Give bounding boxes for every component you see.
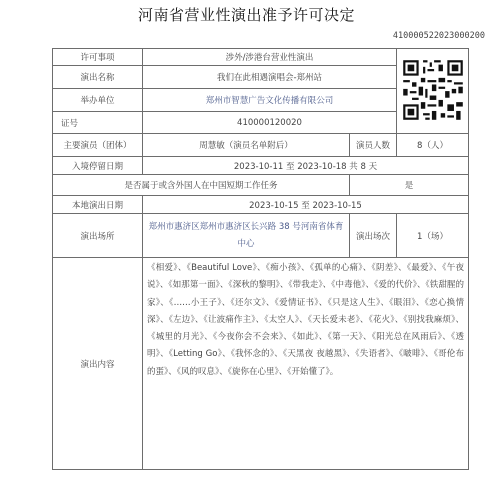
value-show-date: 2023-10-15 至 2023-10-15 bbox=[143, 196, 469, 214]
row-main-performers bbox=[53, 134, 469, 157]
value-organizer: 郑州市智慧广告文化传播有限公司 bbox=[143, 89, 397, 112]
label-organizer: 举办单位 bbox=[53, 89, 143, 112]
row-entry-period bbox=[53, 157, 469, 175]
row-program bbox=[53, 258, 469, 470]
label-program: 演出内容 bbox=[53, 258, 143, 470]
license-table bbox=[52, 48, 469, 470]
value-show-times: 1（场） bbox=[397, 214, 469, 258]
document-number: 4100005220230002​00 bbox=[392, 31, 485, 41]
value-cert-no: 410000120020 bbox=[143, 112, 397, 134]
qr-code-icon[interactable] bbox=[401, 58, 465, 122]
label-show-times: 演出场次 bbox=[350, 214, 397, 258]
value-foreign-task: 是 bbox=[350, 175, 469, 196]
row-show-date bbox=[53, 196, 469, 214]
row-foreign-task bbox=[53, 175, 469, 196]
qr-cell bbox=[397, 49, 469, 134]
label-entry-period: 入境停留日期 bbox=[53, 157, 143, 175]
label-show-name: 演出名称 bbox=[53, 66, 143, 89]
value-main-performers: 周慧敏（演员名单附后） bbox=[143, 134, 350, 157]
row-venue bbox=[53, 214, 469, 258]
value-program: 《相爱》、《Beautiful Love》、《痴小孩》、《孤单的心痛》、《阴差》、《最爱》、《午夜说》、《如那第一面》、《深秋的黎明》、《带我走》、《中毒他》、《爱的代价》、《铁甜腥的家》、《……小王子》、《还尔文》、《爱情证书》、《只是这人生》、《眼泪》、《恋心换情深》、《左边》、《让波痛作主》、《太空人》、《天长爱未老》、《花火》、《别找我麻烦》、《城里的月光》、《今夜你会不会来》、《如此》、《第一天》、《阳光总在风雨后》、《透明》、《Letting Go》、《我怀念的》、《天黑夜 夜越黑》、《失语者》、《啵啡》、《哥伦布的蛋》、《风的叹息》、《旋你在心里》、《开始懂了》。 bbox=[143, 258, 469, 470]
label-cert-no: 证号 bbox=[53, 112, 143, 134]
label-main-performers: 主要演员（团体） bbox=[53, 134, 143, 157]
label-show-date: 本地演出日期 bbox=[53, 196, 143, 214]
label-venue: 演出场所 bbox=[53, 214, 143, 258]
value-entry-period: 2023-10-11 至 2023-10-18 共 8 天 bbox=[143, 157, 469, 175]
value-performer-count: 8（人） bbox=[397, 134, 469, 157]
value-license-type: 涉外/涉港台营业性演出 bbox=[143, 49, 397, 66]
row-license-type bbox=[53, 49, 469, 66]
value-show-name: 我们在此相遇演唱会-郑州站 bbox=[143, 66, 397, 89]
document-title: 河南省营业性演出准予许可决定 bbox=[137, 6, 355, 24]
label-license-type: 许可事项 bbox=[53, 49, 143, 66]
label-performer-count: 演员人数 bbox=[350, 134, 397, 157]
value-venue: 郑州市惠济区郑州市惠济区长兴路 38 号河南省体育中心 bbox=[143, 214, 350, 258]
label-foreign-task: 是否属于或含外国人在中国短期工作任务 bbox=[53, 175, 350, 196]
